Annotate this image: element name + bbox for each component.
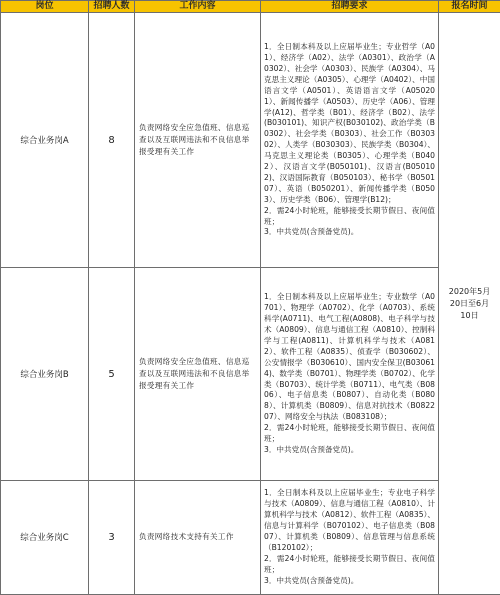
header-duty: 工作内容 [135,1,261,13]
count-cell: 5 [89,268,135,480]
requirement-line: 2．需24小时轮班，能够接受长期节假日、夜间值班； [264,423,435,444]
header-requirements: 招聘要求 [261,1,439,13]
table-row-b [1,268,500,480]
header-count: 招聘人数 [89,1,135,13]
requirement-line: 1．全日制本科及以上应届毕业生；专业电子科学与技术（A0809）、信息与通信工程（A0810）、计算机科学与技术（A0812）、软件工程（A0835）、信息与计算科学（B070102）、电子信息类（B0807）、计算机类（B0809）、信息管理与信息系统（B120102）； [264,488,435,552]
count-cell: 8 [89,13,135,268]
position-cell: 综合业务岗C [1,480,89,594]
requirement-line: 3．中共党员(含预备党员)。 [264,575,359,585]
requirement-line: 3．中共党员(含预备党员)。 [264,445,359,454]
requirement-line: 1．全日制本科及以上应届毕业生；专业哲学（A01）、经济学（A02）、法学（A0301）、政治学（A0302）、社会学（A0303）、民族学（A0304）、马克思主义理论（A0305）、心理学（A0402）、中国语言文学（A0501）、英语语言文学（A050201）、新闻传播学（A0503）、历史学（A06）、管理学(A12)、哲学类（B01）、经济学（B02）、法学(B030101)、知识产权(B030102)、政治学类（B0302）、社会学类（B0303）、社会工作（B030302）、人类学（B030303）、民族学类（B0304）、马克思主义理论类（B0305）、心理学类（B0402）、汉语言文学(B050101)、汉语言(B050102)、汉语国际教育（B050103）、秘书学（B050107）、英语（B050201）、新闻传播学类（B0503）、历史学类（B06）、管理学(B12)； [264,42,435,204]
table-row-a [1,13,500,268]
registration-time-cell: 2020年5月20日至6月10日 [439,13,500,595]
requirements-cell [261,13,439,268]
position-cell: 综合业务岗A [1,13,89,268]
duty-cell: 负责网络技术支持有关工作 [135,480,261,594]
requirement-line: 1．全日制本科及以上应届毕业生；专业数学（A0701）、物理学（A0702）、化学（A0703）、系统科学(A0711)、电气工程(A0808)、电子科学与技术（A0809）、信息与通信工程（A0810）、控制科学与工程(A0811)、计算机科学与技术（A0812）、软件工程（A0835）、侦查学（B030602）、公安情报学（B030610）、国内安全保卫(B030614)、数学类（B0701）、物理学类（B0702）、化学类（B0703）、统计学类（B0711）、电气类（B0806）、电子信息类（B0807）、自动化类（B0808）、计算机类（B0809）、信息对抗技术（B082207）、网络安全与执法（B083108）； [264,292,435,422]
header-registration-time: 报名时间 [439,1,500,13]
count-cell: 3 [89,480,135,594]
duty-cell: 负责网络安全应急值班、信息巡查以及互联网违法和不良信息举报受理有关工作 [135,13,261,268]
requirement-line: 2．需24小时轮班，能够接受长期节假日、夜间值班； [264,205,435,226]
duty-cell: 负责网络安全应急值班、信息巡查以及互联网违法和不良信息举报受理有关工作 [135,268,261,480]
requirement-line: 3．中共党员(含预备党员)。 [264,227,359,237]
position-cell: 综合业务岗B [1,268,89,480]
requirements-cell [261,268,439,480]
header-row [1,1,500,13]
header-position: 岗位 [1,1,89,13]
requirements-cell [261,480,439,594]
requirement-line: 2．需24小时轮班，能够接受长期节假日、夜间值班； [264,553,435,574]
table-row-c [1,480,500,594]
